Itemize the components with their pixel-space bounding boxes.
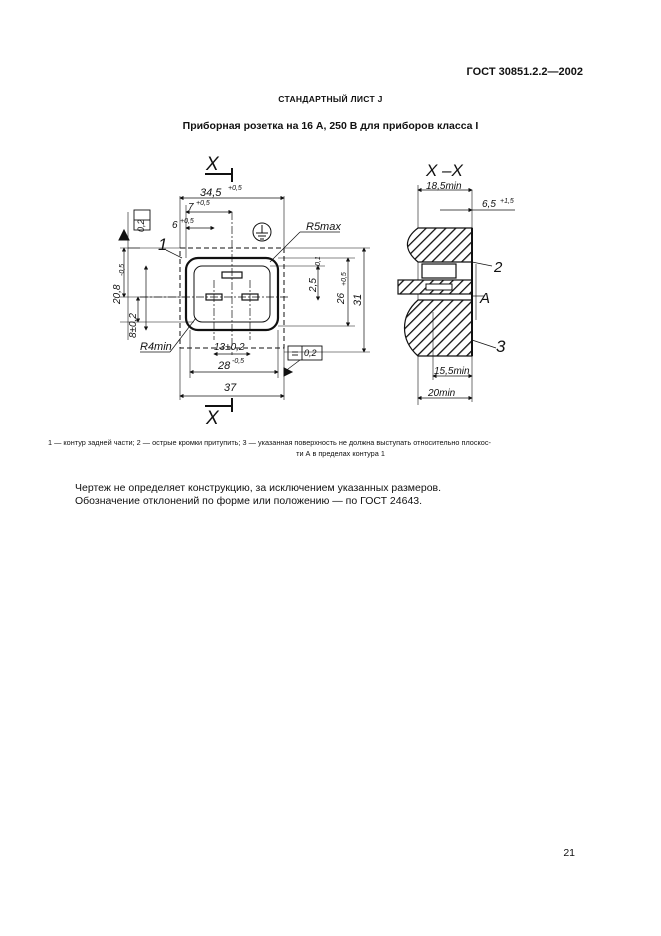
dim-r5max: R5max	[306, 221, 341, 233]
section-mark-top: X	[206, 154, 219, 175]
dim-34-5-tol: +0,5	[228, 185, 242, 192]
legend-line-1: 1 — контур задней части; 2 — острые кромки притупить; 3 — указанная поверхность не должна выступать относительно плоскос-	[48, 438, 491, 447]
dim-6-5-tol: +1,5	[500, 198, 514, 205]
dim-13: 13±0,2	[214, 342, 245, 353]
dim-26-tol: +0,5	[341, 272, 348, 286]
dim-20-8-tol: -0,5	[119, 263, 126, 276]
dim-2-5: 2,5	[308, 278, 319, 292]
technical-drawing	[0, 140, 661, 430]
standard-number: ГОСТ 30851.2.2—2002	[466, 66, 583, 78]
dim-34-5: 34,5	[200, 187, 222, 199]
dim-2-5-tol: +0,1	[315, 256, 322, 270]
dim-15-5: 15,5min	[434, 366, 470, 377]
note-line-2: Обозначение отклонений по форме или положению — по ГОСТ 24643.	[75, 495, 423, 507]
dim-28-tol: -0,5	[232, 358, 245, 365]
tolerance-bottom: 0,2	[304, 348, 317, 358]
legend-line-2: ти А в пределах контура 1	[296, 449, 385, 458]
dim-20-8: 20,8	[112, 284, 123, 304]
dim-28: 28	[218, 360, 231, 372]
dim-37: 37	[224, 382, 237, 394]
drawing-legend	[48, 437, 593, 459]
dim-7-tol: +0,5	[196, 200, 210, 207]
dim-6-5: 6,5	[482, 199, 496, 210]
dim-6: 6	[172, 220, 178, 231]
page-number: 21	[563, 847, 575, 859]
dim-31: 31	[352, 293, 364, 306]
callout-a: A	[480, 290, 491, 307]
drawing-title: Приборная розетка на 16 А, 250 В для приборов класса I	[182, 120, 479, 132]
section-mark-bottom: X	[206, 408, 219, 429]
callout-2: 2	[494, 259, 503, 276]
callout-1: 1	[158, 235, 168, 254]
front-view	[119, 168, 370, 412]
dim-20min: 20min	[428, 388, 456, 399]
dim-8: 8±0,2	[128, 313, 139, 338]
note-line-1: Чертеж не определяет конструкцию, за исключением указанных размеров.	[75, 482, 442, 494]
dim-26: 26	[336, 292, 347, 304]
dim-6-tol: +0,5	[180, 218, 194, 225]
dim-r4min: R4min	[140, 341, 172, 353]
tolerance-left: 0,2	[136, 219, 146, 232]
callout-3: 3	[496, 337, 506, 356]
dim-18-5: 18,5min	[426, 181, 462, 192]
sheet-title: СТАНДАРТНЫЙ ЛИСТ J	[278, 94, 383, 104]
section-title: X –X	[426, 161, 463, 180]
dim-7: 7	[188, 202, 194, 213]
